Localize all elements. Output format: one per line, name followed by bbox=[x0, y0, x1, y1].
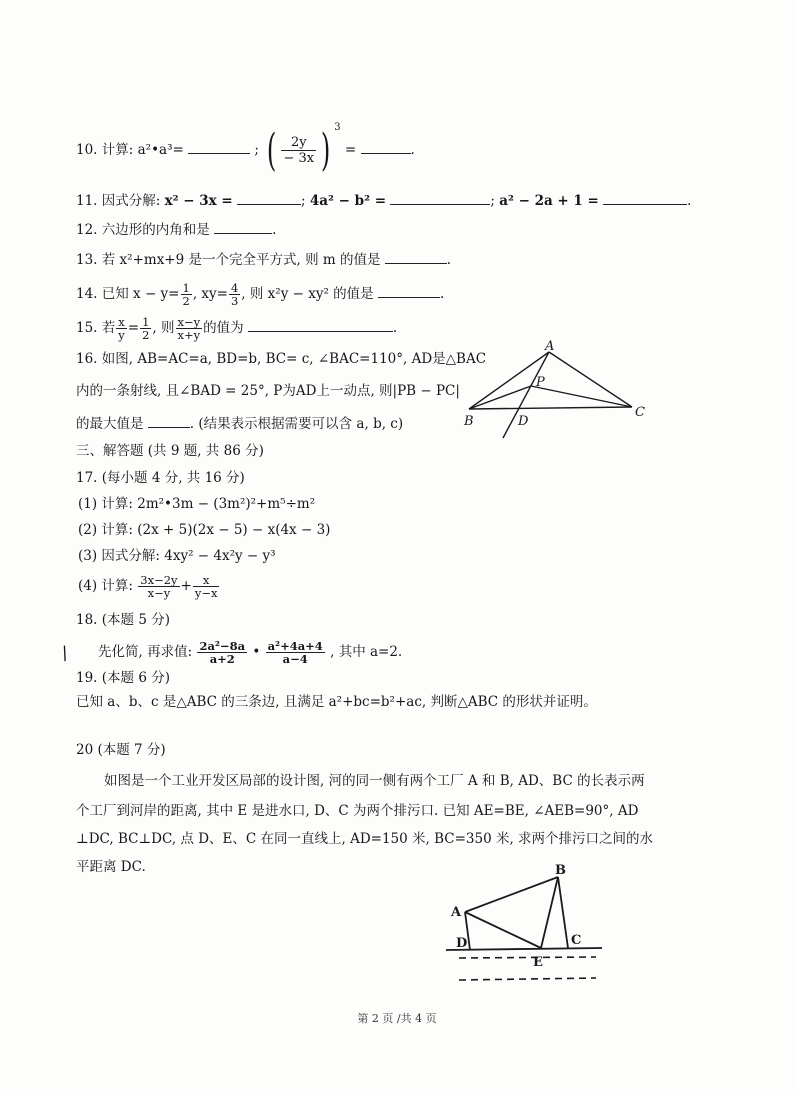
q11-expr3: a² − 2a + 1 = bbox=[499, 193, 599, 209]
q11-expr1: x² − 3x = bbox=[164, 193, 233, 209]
q16-label-d: D bbox=[518, 414, 529, 429]
q20-line-ab bbox=[465, 877, 558, 912]
q11-expr2: 4a² − b² = bbox=[309, 193, 387, 209]
q14-d2: 3 bbox=[230, 294, 239, 308]
q19-title: 19. (本题 6 分) bbox=[76, 670, 170, 686]
q17-p4-plus: + bbox=[180, 578, 192, 594]
q18-title: 18. (本题 5 分) bbox=[76, 612, 170, 628]
q11-sep1: ; bbox=[301, 193, 306, 209]
q16-label-b: B bbox=[464, 414, 474, 429]
q10-expr1: a²•a³= bbox=[137, 142, 184, 158]
q15-n3: x−y bbox=[177, 315, 201, 329]
q20-label-e: E bbox=[533, 955, 543, 970]
q19-text: 已知 a、b、c 是△ABC 的三条边, 且满足 a²+bc=b²+ac, 判断△ABC 的形状并证明。 bbox=[76, 694, 597, 710]
q20-line-1: 如图是一个工业开发区局部的设计图, 河的同一侧有两个工厂 A 和 B, AD、BC 的长表示两 bbox=[104, 773, 645, 789]
q16-line-3b: . (结果表示根据需要可以含 a, b, c) bbox=[189, 416, 404, 432]
page-footer: 第 2 页 /共 4 页 bbox=[357, 1012, 437, 1025]
q15-n1: x bbox=[118, 315, 125, 329]
q16-line-3a: 的最大值是 bbox=[76, 416, 144, 432]
q20-title: 20 (本题 7 分) bbox=[76, 742, 166, 758]
q20-label-a: A bbox=[451, 905, 462, 920]
q14-mid: , xy= bbox=[192, 286, 228, 302]
q11-label: 11. 因式分解: bbox=[76, 193, 161, 209]
q18-n1: 2a²−8a bbox=[199, 639, 246, 653]
q16-label-a: A bbox=[545, 339, 555, 354]
q16-line-1: 16. 如图, AB=AC=a, BD=b, BC= c, ∠BAC=110°, AD是△BAC bbox=[76, 351, 487, 367]
q15-mid: , 则 bbox=[152, 320, 175, 336]
q15-n2: 1 bbox=[142, 315, 150, 329]
q20-line-be bbox=[541, 877, 558, 948]
q20-river-dash-1 bbox=[459, 978, 596, 980]
q11-sep2: ; bbox=[490, 193, 495, 209]
q17-p4-n1: 3x−2y bbox=[140, 573, 178, 587]
q18-d2: a−4 bbox=[282, 652, 308, 666]
q14-d1: 2 bbox=[182, 294, 190, 308]
q18-d1: a+2 bbox=[209, 652, 235, 666]
q18-dot: • bbox=[252, 644, 261, 660]
q10-num: 2y bbox=[281, 135, 316, 151]
q17-p4-d1: x−y bbox=[147, 586, 171, 600]
q15-eq: = bbox=[127, 320, 140, 336]
q17-part-2: (2) 计算: (2x + 5)(2x − 5) − x(4x − 3) bbox=[78, 522, 331, 538]
q18-pen-mark: / bbox=[58, 642, 72, 665]
q20-river-dash-2 bbox=[459, 957, 596, 958]
q14-n2: 4 bbox=[230, 281, 239, 295]
q20-label-d: D bbox=[456, 936, 468, 951]
q10-label: 10. 计算: bbox=[76, 142, 134, 158]
q17-p4-d2: y−x bbox=[194, 586, 218, 600]
q17-part-3: (3) 因式分解: 4xy² − 4x²y − y³ bbox=[78, 548, 276, 564]
q12-end: . bbox=[272, 222, 277, 238]
q13-end: . bbox=[446, 252, 452, 268]
question-10: 10. 计算: a²•a³= ; ( $\frac{2y}{- 3x}$ ) $^3$ = . bbox=[76, 122, 415, 176]
q15-post: 的值为 bbox=[203, 320, 244, 336]
q14-post: , 则 x²y − xy² 的值是 bbox=[241, 286, 374, 302]
q11-end: . bbox=[687, 193, 692, 209]
q20-line-bc bbox=[558, 877, 568, 948]
q10-separator: ; bbox=[254, 142, 259, 158]
q18-post: , 其中 a=2. bbox=[330, 644, 403, 660]
q18-pre: 先化简, 再求值: bbox=[98, 644, 193, 660]
q10-exponent: 3 bbox=[334, 122, 341, 133]
q15-end: . bbox=[392, 320, 398, 336]
q17-title: 17. (每小题 4 分, 共 16 分) bbox=[76, 470, 245, 486]
q20-line-2: 个工厂到河岸的距离, 其中 E 是进水口, D、C 为两个排污口. 已知 AE=BE, ∠AEB=90°, AD bbox=[76, 803, 639, 819]
q15-d2: 2 bbox=[142, 328, 150, 342]
q10-den: − 3x bbox=[283, 151, 315, 166]
q20-label-b: B bbox=[555, 863, 566, 878]
q20-line-ae bbox=[465, 912, 541, 948]
q13-text: 13. 若 x²+mx+9 是一个完全平方式, 则 m 的值是 bbox=[76, 252, 381, 268]
q17-part-1: (1) 计算: 2m²•3m − (3m²)²+m⁵÷m² bbox=[78, 496, 316, 512]
q16-line-2: 内的一条射线, 且∠BAD = 25°, P为AD上一动点, 则|PB − PC| bbox=[76, 383, 460, 399]
q16-label-p: P bbox=[536, 375, 545, 390]
q15-d3: x+y bbox=[177, 328, 201, 342]
q14-pre: 14. 已知 x − y= bbox=[76, 286, 180, 302]
q20-label-c: C bbox=[571, 933, 582, 948]
q14-n1: 1 bbox=[182, 281, 190, 295]
q16-label-c: C bbox=[635, 405, 645, 420]
section-3-heading: 三、解答题 (共 9 题, 共 86 分) bbox=[76, 443, 264, 459]
q14-end: . bbox=[439, 286, 445, 302]
q15-pre: 15. 若 bbox=[76, 320, 116, 336]
q10-equals: = bbox=[344, 142, 357, 158]
q12-text: 12. 六边形的内角和是 bbox=[76, 222, 210, 238]
q17-p4-pre: (4) 计算: bbox=[78, 578, 133, 594]
q20-line-4: 平距离 DC. bbox=[76, 859, 146, 875]
q20-line-3: ⊥DC, BC⊥DC, 点 D、E、C 在同一直线上, AD=150 米, BC=350 米, 求两个排污口之间的水 bbox=[76, 831, 654, 847]
q10-end: . bbox=[410, 142, 415, 158]
q17-p4-n2: x bbox=[193, 574, 220, 587]
q15-d1: y bbox=[118, 328, 125, 342]
q18-n2: a²+4a+4 bbox=[267, 639, 323, 653]
